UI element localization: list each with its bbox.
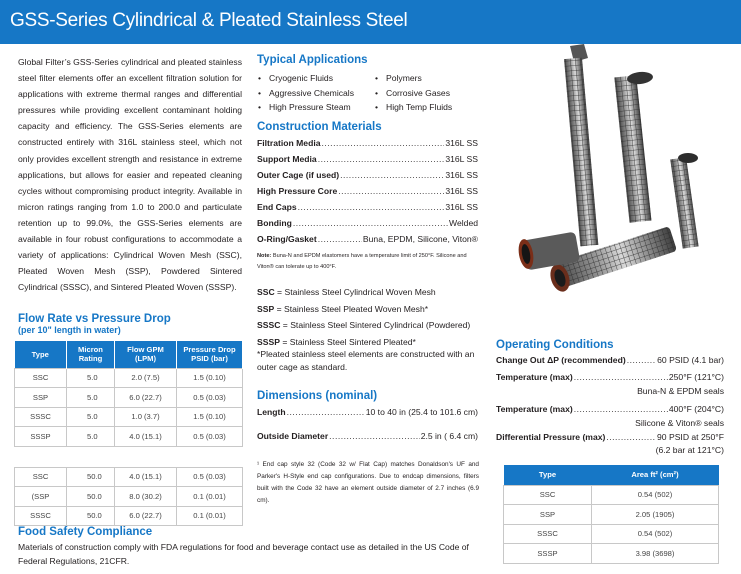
typical-applications-title: Typical Applications [257, 54, 368, 66]
table-row [504, 524, 719, 544]
spec-row: End Caps ..... 316L SS [257, 202, 478, 216]
bullet-icon: • [258, 73, 262, 83]
table-cell: 5.0 [67, 427, 115, 447]
bullet-icon: • [375, 73, 379, 83]
table-row [15, 467, 243, 487]
spec-row: O-Ring/Gasket ..... Buna, EPDM, Silicone, Viton® [257, 234, 478, 248]
table-cell: SSC [15, 467, 67, 487]
page-title: GSS-Series Cylindrical & Pleated Stainless Steel [10, 10, 408, 31]
table-header-row [504, 465, 719, 485]
operating-subtext: Silicone & Viton® seals [635, 418, 724, 428]
table-cell: SSC [504, 485, 592, 505]
table-cell: 6.0 (22.7) [115, 506, 177, 526]
table-cell: 1.0 (3.7) [115, 407, 177, 427]
column-header: Flow GPM (LPM) [115, 341, 177, 368]
short-filter-element [670, 153, 698, 249]
list-item: • Cryogenic Fluids [258, 71, 354, 86]
table-cell: 1.5 (0.10) [177, 368, 243, 388]
table-cell: (SSP [15, 487, 67, 507]
spec-row: Support Media ..... 316L SS [257, 154, 478, 168]
list-item: • Aggressive Chemicals [258, 86, 354, 101]
spec-row: Filtration Media ..... 316L SS [257, 138, 478, 152]
table-cell: SSSC [15, 407, 67, 427]
operating-row: Differential Pressure (max) ..... 90 PSID at 250°F [496, 432, 724, 446]
table-row [504, 544, 719, 564]
list-item: • Polymers [375, 71, 452, 86]
food-safety-title: Food Safety Compliance [18, 526, 153, 538]
dimensions-title: Dimensions (nominal) [257, 390, 378, 402]
pleated-note: *Pleated stainless steel elements are constructed with an outer cage as standard. [257, 349, 475, 372]
list-item: • Corrosive Gases [375, 86, 452, 101]
table-row [15, 388, 243, 408]
spec-row: Outer Cage (if used) ..... 316L SS [257, 170, 478, 184]
table-row [15, 407, 243, 427]
table-cell: 1.5 (0.10) [177, 407, 243, 427]
food-safety-text: Materials of construction comply with FDA regulations for food and beverage contact use as detailed in the US Code of Federal Regulations, 21CFR. [18, 542, 469, 566]
operating-subtext: (6.2 bar at 121°C) [655, 445, 724, 455]
operating-subtext: Buna-N & EPDM seals [637, 386, 724, 396]
dimension-row: Outside Diameter ..... 2.5 in ( 6.4 cm) [257, 431, 478, 445]
table-cell: 5.0 [67, 368, 115, 388]
table-cell: 0.5 (0.03) [177, 388, 243, 408]
table-cell: 50.0 [67, 506, 115, 526]
table-cell: 5.0 [67, 388, 115, 408]
construction-materials-title: Construction Materials [257, 121, 382, 133]
table-cell: 3.98 (3698) [592, 544, 719, 564]
applications-column-1 [258, 71, 354, 115]
type-code-legend [257, 284, 470, 350]
bullet-icon: • [375, 102, 379, 112]
table-cell: SSSP [504, 544, 592, 564]
bullet-icon: • [375, 87, 379, 98]
operating-conditions-title: Operating Conditions [496, 339, 614, 351]
flow-rate-title: Flow Rate vs Pressure Drop [18, 313, 171, 325]
column-header: Area ft² (cm²) [592, 465, 719, 485]
list-item: SSC = Stainless Steel Cylindrical Woven Mesh [257, 287, 436, 297]
table-header-row [15, 341, 243, 368]
operating-row: Temperature (max) ..... 250°F (121°C) [496, 372, 724, 386]
bullet-icon: • [258, 102, 262, 112]
intro-paragraph: Global Filter’s GSS-Series cylindrical and pleated stainless steel filter elements offer an excellent filtration solution for applications with extreme thermal ranges and differential pressures while providing excellent contaminant holding capacity and efficiency. The GSS-Series elements are constructed entirely with 316L stainless steel, which not only provides excellent strength and resistance in extreme applications, but allows for easier and repeated cleaning cycles without compromising product integrity. Available in micron ratings ranging from 1.0 to 200.0 and particulate retention up to 99.0%, the GSS-Series elements are available in four robust configurations to accommodate a variety of applications: Cylindrical Woven Mesh (SSC), Pleated Woven Mesh (SSP), Powdered Sintered Cylindrical (SSSC), and Sintered Pleated Woven (SSSP). [18, 57, 242, 293]
tall-filter-element [564, 44, 598, 246]
filtration-area-table [503, 465, 719, 564]
list-item: SSSP = Stainless Steel Sintered Pleated* [257, 336, 416, 347]
bullet-icon: • [258, 87, 262, 98]
table-cell: 0.5 (0.03) [177, 467, 243, 487]
table-cell: 2.05 (1905) [592, 505, 719, 525]
table-cell: 50.0 [67, 467, 115, 487]
table-cell: 5.0 [67, 407, 115, 427]
spec-row: Bonding ..... Welded [257, 218, 478, 232]
table-cell: 0.1 (0.01) [177, 487, 243, 507]
table-cell: 0.1 (0.01) [177, 506, 243, 526]
table-cell: 0.5 (0.03) [177, 427, 243, 447]
table-cell: SSC [15, 368, 67, 388]
column-header: Type [504, 465, 592, 485]
table-row [504, 485, 719, 505]
list-item: • High Pressure Steam [258, 100, 354, 115]
table-cell: 50.0 [67, 487, 115, 507]
applications-column-2 [375, 71, 452, 115]
table-cell: 4.0 (15.1) [115, 467, 177, 487]
elastomer-note: Note: Buna-N and EPDM elastomers have a temperature limit of 250°F. Silicone and Viton® can tolerate up to 400°F. [257, 253, 467, 270]
flow-rate-table [14, 341, 243, 526]
table-cell: SSSP [15, 427, 67, 447]
table-cell: SSP [504, 505, 592, 525]
dimension-row: Length ..... 10 to 40 in (25.4 to 101.6 cm) [257, 407, 478, 421]
table-cell: 6.0 (22.7) [115, 388, 177, 408]
table-cell: SSP [15, 388, 67, 408]
column-header: Pressure Drop PSID (bar) [177, 341, 243, 368]
list-item: SSSC = Stainless Steel Sintered Cylindrical (Powdered) [257, 320, 471, 330]
column-header: Micron Rating [67, 341, 115, 368]
end-cap-footnote: ¹ End cap style 32 (Code 32 w/ Flat Cap) matches Donaldson's UF and Parker's H-Style end cap configurations. Due to endcap dimensions, filters built with the Code 32 have an element outside diameter of 2.7 inches (6.9 cm). [257, 461, 479, 504]
table-cell: 2.0 (7.5) [115, 368, 177, 388]
table-spacer-row [15, 446, 243, 467]
filter-elements-photo [498, 40, 738, 312]
table-cell: 0.54 (502) [592, 485, 719, 505]
table-cell: 0.54 (502) [592, 524, 719, 544]
list-item: SSP = Stainless Steel Pleated Woven Mesh* [257, 303, 429, 314]
table-row [15, 427, 243, 447]
table-row [15, 368, 243, 388]
operating-row: Change Out ΔP (recommended) ..... 60 PSID (4.1 bar) [496, 355, 724, 369]
pleated-filter-element [614, 71, 653, 223]
table-cell: SSSC [15, 506, 67, 526]
flow-rate-subtitle: (per 10" length in water) [18, 325, 121, 335]
table-cell: 8.0 (30.2) [115, 487, 177, 507]
header-bar [0, 0, 741, 44]
table-cell: SSSC [504, 524, 592, 544]
spec-row: High Pressure Core ..... 316L SS [257, 186, 478, 200]
table-row [504, 505, 719, 525]
list-item: • High Temp Fluids [375, 100, 452, 115]
table-spacer [15, 446, 243, 467]
table-row [15, 487, 243, 507]
table-row [15, 506, 243, 526]
column-header: Type [15, 341, 67, 368]
table-cell: 4.0 (15.1) [115, 427, 177, 447]
operating-row: Temperature (max) ..... 400°F (204°C) [496, 404, 724, 418]
